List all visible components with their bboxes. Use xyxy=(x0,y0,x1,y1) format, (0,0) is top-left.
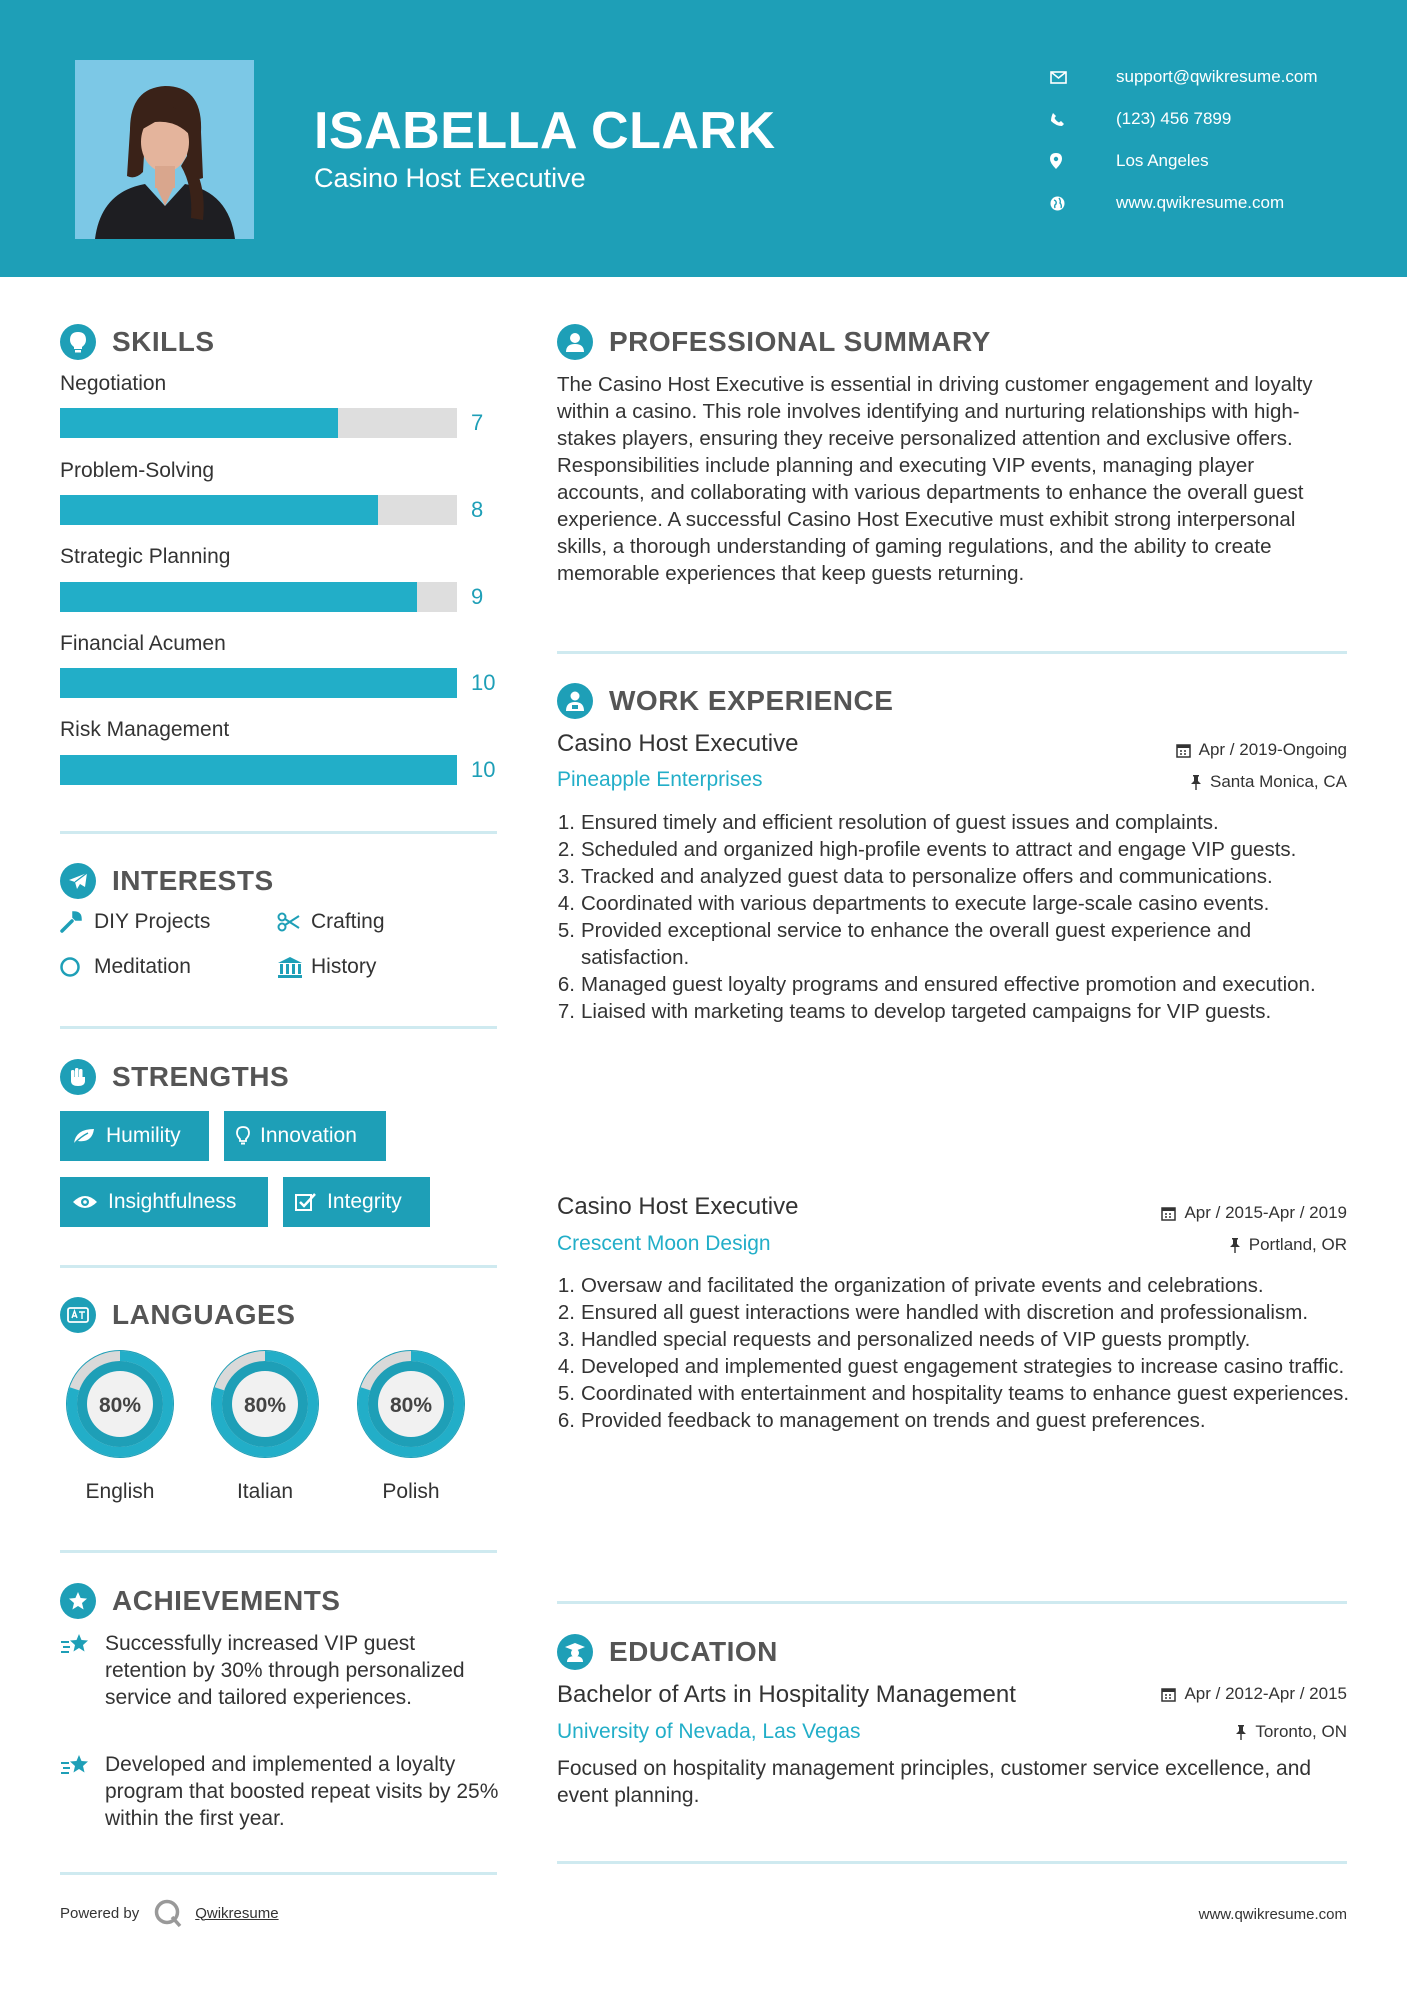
section-divider xyxy=(557,1861,1347,1864)
list-item: 6. Managed guest loyalty programs and ensured effective promotion and execution. xyxy=(557,973,1316,996)
skill-bar xyxy=(60,495,457,525)
envelope-icon xyxy=(1050,71,1080,84)
graduate-icon xyxy=(557,1634,593,1670)
interest-item: Crafting xyxy=(277,910,385,934)
language-percent: 80% xyxy=(389,1394,433,1417)
skill-label: Financial Acumen xyxy=(60,632,226,655)
section-divider xyxy=(557,1601,1347,1604)
job-bullets xyxy=(551,1272,1351,1434)
list-item: 1. Oversaw and facilitated the organization of private events and celebrations. xyxy=(557,1274,1264,1297)
strength-chip: Insightfulness xyxy=(60,1177,268,1227)
section-divider xyxy=(60,1265,497,1268)
contact-email[interactable]: support@qwikresume.com xyxy=(1050,56,1318,98)
check-square-icon xyxy=(295,1192,317,1212)
footer-website[interactable]: www.qwikresume.com xyxy=(1198,1906,1347,1923)
fist-icon xyxy=(60,1059,96,1095)
list-item: 2. Scheduled and organized high-profile events to attract and engage VIP guests. xyxy=(557,838,1297,861)
calendar-icon xyxy=(1161,1206,1176,1221)
pushpin-icon xyxy=(1235,1724,1247,1740)
languages-heading: LANGUAGES xyxy=(60,1297,295,1333)
interests-heading: INTERESTS xyxy=(60,863,274,899)
job-title: Casino Host Executive xyxy=(557,730,799,757)
company-name[interactable]: Pineapple Enterprises xyxy=(557,768,763,791)
eye-icon xyxy=(72,1194,98,1210)
skill-bar xyxy=(60,408,457,438)
education-dates: Apr / 2012-Apr / 2015 xyxy=(1161,1684,1347,1704)
profile-photo xyxy=(75,60,254,239)
strength-chip: Integrity xyxy=(283,1177,430,1227)
degree-title: Bachelor of Arts in Hospitality Management xyxy=(557,1681,1016,1708)
language-percent: 80% xyxy=(243,1394,287,1417)
powered-by: Powered by Qwikresume xyxy=(60,1898,279,1928)
wrench-icon xyxy=(60,911,86,933)
language-icon xyxy=(60,1297,96,1333)
museum-icon xyxy=(277,956,303,978)
briefcase-user-icon xyxy=(557,683,593,719)
list-item: 3. Tracked and analyzed guest data to personalize offers and communications. xyxy=(557,865,1273,888)
contact-phone[interactable]: (123) 456 7899 xyxy=(1050,98,1318,140)
paper-plane-icon xyxy=(60,863,96,899)
skill-bar xyxy=(60,755,457,785)
skill-label: Problem-Solving xyxy=(60,459,215,482)
skill-bar xyxy=(60,582,457,612)
leaf-icon xyxy=(72,1127,96,1145)
contact-list xyxy=(1050,56,1318,224)
language-label: Italian xyxy=(236,1480,294,1503)
language-label: English xyxy=(85,1480,155,1503)
school-name[interactable]: University of Nevada, Las Vegas xyxy=(557,1720,861,1743)
section-divider xyxy=(60,831,497,834)
skill-bar xyxy=(60,668,457,698)
list-item: 1. Ensured timely and efficient resolution of guest issues and complaints. xyxy=(557,811,1219,834)
section-divider xyxy=(60,1550,497,1553)
job-location: Santa Monica, CA xyxy=(1190,772,1347,792)
job-title: Casino Host Executive xyxy=(557,1193,799,1220)
section-divider xyxy=(557,651,1347,654)
shooting-star-icon xyxy=(60,1751,105,1832)
language-percent: 80% xyxy=(98,1394,142,1417)
pushpin-icon xyxy=(1190,774,1202,790)
calendar-icon xyxy=(1161,1687,1176,1702)
skill-value: 10 xyxy=(471,757,496,782)
list-item: 7. Liaised with marketing teams to develop targeted campaigns for VIP guests. xyxy=(557,1000,1272,1023)
job-dates: Apr / 2019-Ongoing xyxy=(1176,740,1347,760)
job-location: Portland, OR xyxy=(1229,1235,1347,1255)
brand-link[interactable]: Qwikresume xyxy=(195,1904,279,1922)
strength-chip: Innovation xyxy=(224,1111,386,1161)
strengths-heading: STRENGTHS xyxy=(60,1059,289,1095)
circle-icon xyxy=(60,956,86,978)
education-heading: EDUCATION xyxy=(557,1634,778,1670)
list-item: 5. Provided exceptional service to enhance the overall guest experience and satisfaction. xyxy=(557,919,1252,969)
job-dates: Apr / 2015-Apr / 2019 xyxy=(1161,1203,1347,1223)
list-item: 4. Coordinated with various departments to execute large-scale casino events. xyxy=(557,892,1270,915)
language-ring-english xyxy=(59,1343,181,1465)
globe-icon xyxy=(1050,196,1080,211)
skill-value: 10 xyxy=(471,670,496,695)
skill-value: 8 xyxy=(471,497,484,522)
qwikresume-logo-icon xyxy=(153,1898,183,1928)
skill-value: 9 xyxy=(471,584,484,609)
lightbulb-icon xyxy=(60,324,96,360)
job-bullets xyxy=(551,809,1351,1025)
achievements-heading: ACHIEVEMENTS xyxy=(60,1583,340,1619)
section-divider xyxy=(60,1026,497,1029)
user-icon xyxy=(557,324,593,360)
list-item: 3. Handled special requests and personalized needs of VIP guests promptly. xyxy=(557,1328,1251,1351)
achievement-item: Developed and implemented a loyalty program that boosted repeat visits by 25% within the first year. xyxy=(60,1751,500,1832)
list-item: 5. Coordinated with entertainment and hospitality teams to enhance guest experiences. xyxy=(557,1382,1350,1405)
shooting-star-icon xyxy=(60,1630,105,1711)
pushpin-icon xyxy=(1229,1237,1241,1253)
language-ring-italian xyxy=(204,1343,326,1465)
phone-icon xyxy=(1050,112,1080,127)
lightbulb-icon xyxy=(236,1126,250,1146)
section-divider xyxy=(60,1872,497,1875)
interest-item: History xyxy=(277,955,376,979)
summary-heading: PROFESSIONAL SUMMARY xyxy=(557,324,991,360)
interest-item: DIY Projects xyxy=(60,910,210,934)
summary-text: The Casino Host Executive is essential in driving customer engagement and loyalty within a casino. This role involves identifying and nurturing relationships with high-stakes players, ensuring they receive personalized attention and exclusive offers. Responsibilities include planning and executing VIP events, managing player accounts, and collaborating with various departments to enhance the overall guest experience. A successful Casino Host Executive must exhibit strong interpersonal skills, a thorough understanding of gaming regulations, and the ability to create memorable experiences that keep guests returning. xyxy=(557,373,1313,585)
company-name[interactable]: Crescent Moon Design xyxy=(557,1232,771,1255)
achievement-item: Successfully increased VIP guest retention by 30% through personalized service and tailored experiences. xyxy=(60,1630,500,1711)
calendar-icon xyxy=(1176,743,1191,758)
interest-item: Meditation xyxy=(60,955,191,979)
education-location: Toronto, ON xyxy=(1235,1722,1347,1742)
skill-label: Risk Management xyxy=(60,718,230,741)
list-item: 2. Ensured all guest interactions were handled with discretion and professionalism. xyxy=(557,1301,1309,1324)
education-description: Focused on hospitality management principles, customer service excellence, and event planning. xyxy=(557,1757,1312,1807)
scissors-icon xyxy=(277,912,303,932)
language-ring-polish xyxy=(350,1343,472,1465)
language-label: Polish xyxy=(382,1480,440,1503)
candidate-name: ISABELLA CLARK xyxy=(314,102,776,160)
experience-heading: WORK EXPERIENCE xyxy=(557,683,893,719)
list-item: 4. Developed and implemented guest engagement strategies to increase casino traffic. xyxy=(557,1355,1345,1378)
list-item: 6. Provided feedback to management on trends and guest preferences. xyxy=(557,1409,1206,1432)
resume-header xyxy=(0,0,1407,277)
skill-value: 7 xyxy=(471,410,484,435)
strength-chip: Humility xyxy=(60,1111,209,1161)
skill-label: Negotiation xyxy=(60,372,167,395)
map-pin-icon xyxy=(1050,153,1080,169)
contact-location: Los Angeles xyxy=(1050,140,1318,182)
skills-heading: SKILLS xyxy=(60,324,215,360)
skill-label: Strategic Planning xyxy=(60,545,231,568)
contact-website[interactable]: www.qwikresume.com xyxy=(1050,182,1318,224)
star-badge-icon xyxy=(60,1583,96,1619)
candidate-title: Casino Host Executive xyxy=(314,163,586,193)
